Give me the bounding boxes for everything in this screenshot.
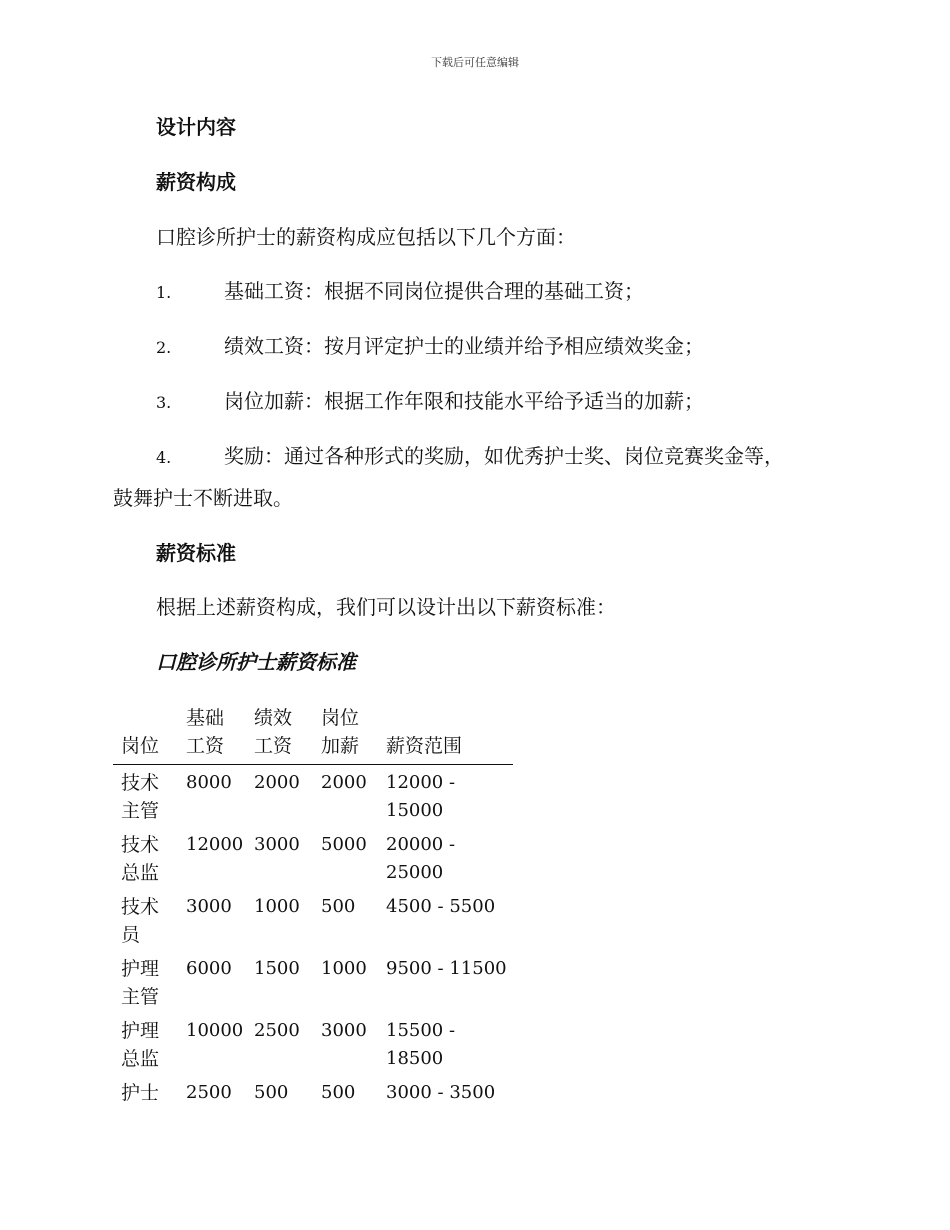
table-row xyxy=(113,1013,513,1075)
header-position: 岗位 xyxy=(121,735,160,757)
paragraph-intro: 口腔诊所护士的薪资构成应包括以下几个方面： xyxy=(156,225,576,249)
cell-post: 2000 xyxy=(321,772,367,793)
table-row xyxy=(113,1075,513,1137)
cell-base: 12000 xyxy=(186,834,244,855)
cell-range: 15500 - 18500 xyxy=(386,1020,456,1069)
list-item-text: 基础工资：根据不同岗位提供合理的基础工资； xyxy=(224,279,644,303)
table-row xyxy=(113,765,513,827)
cell-post: 5000 xyxy=(321,834,367,855)
list-item-text: 奖励：通过各种形式的奖励，如优秀护士奖、岗位竞赛奖金等， xyxy=(224,444,784,468)
cell-post: 500 xyxy=(321,1082,356,1103)
list-item-number: 2. xyxy=(156,338,172,357)
cell-post: 500 xyxy=(321,896,356,917)
list-item-number: 3. xyxy=(156,393,172,412)
cell-perf: 500 xyxy=(254,1082,289,1103)
cell-position: 护士 xyxy=(121,1082,160,1104)
heading-design-content: 设计内容 xyxy=(156,115,236,139)
cell-base: 2500 xyxy=(186,1082,232,1103)
cell-range: 4500 - 5500 xyxy=(386,896,496,917)
table-row xyxy=(113,889,513,951)
cell-perf: 2000 xyxy=(254,772,300,793)
table-row xyxy=(113,827,513,889)
salary-table xyxy=(113,704,513,1137)
table-row xyxy=(113,951,513,1013)
cell-perf: 3000 xyxy=(254,834,300,855)
cell-position: 护理主管 xyxy=(121,958,160,1008)
cell-position: 技术员 xyxy=(121,896,160,946)
header-salary-range: 薪资范围 xyxy=(386,735,463,757)
cell-range: 12000 - 15000 xyxy=(386,772,456,821)
cell-position: 护理总监 xyxy=(121,1020,160,1070)
cell-range: 3000 - 3500 xyxy=(386,1082,496,1103)
page-header: 下载后可任意编辑 xyxy=(431,56,519,69)
header-base-salary: 基础工资 xyxy=(186,707,225,757)
cell-base: 8000 xyxy=(186,772,232,793)
cell-perf: 1500 xyxy=(254,958,300,979)
cell-base: 3000 xyxy=(186,896,232,917)
list-item-number: 4. xyxy=(156,448,172,467)
cell-position: 技术主管 xyxy=(121,772,160,822)
table-title: 口腔诊所护士薪资标准 xyxy=(156,650,356,674)
list-item-text: 绩效工资：按月评定护士的业绩并给予相应绩效奖金； xyxy=(224,334,704,358)
cell-perf: 2500 xyxy=(254,1020,300,1041)
header-position-raise: 岗位加薪 xyxy=(321,707,360,757)
cell-perf: 1000 xyxy=(254,896,300,917)
list-item-continuation: 鼓舞护士不断进取。 xyxy=(113,486,293,510)
cell-range: 20000 - 25000 xyxy=(386,834,456,883)
heading-salary-standard: 薪资标准 xyxy=(156,541,236,565)
cell-base: 10000 xyxy=(186,1020,244,1041)
table-header-row xyxy=(113,704,513,765)
list-item-number: 1. xyxy=(156,283,172,302)
paragraph-standard-intro: 根据上述薪资构成，我们可以设计出以下薪资标准： xyxy=(156,595,616,619)
cell-position: 技术总监 xyxy=(121,834,160,884)
list-item-text: 岗位加薪：根据工作年限和技能水平给予适当的加薪； xyxy=(224,389,704,413)
cell-base: 6000 xyxy=(186,958,232,979)
header-performance-salary: 绩效工资 xyxy=(254,707,293,757)
heading-salary-composition: 薪资构成 xyxy=(156,170,236,194)
cell-range: 9500 - 11500 xyxy=(386,958,507,979)
cell-post: 3000 xyxy=(321,1020,367,1041)
cell-post: 1000 xyxy=(321,958,367,979)
